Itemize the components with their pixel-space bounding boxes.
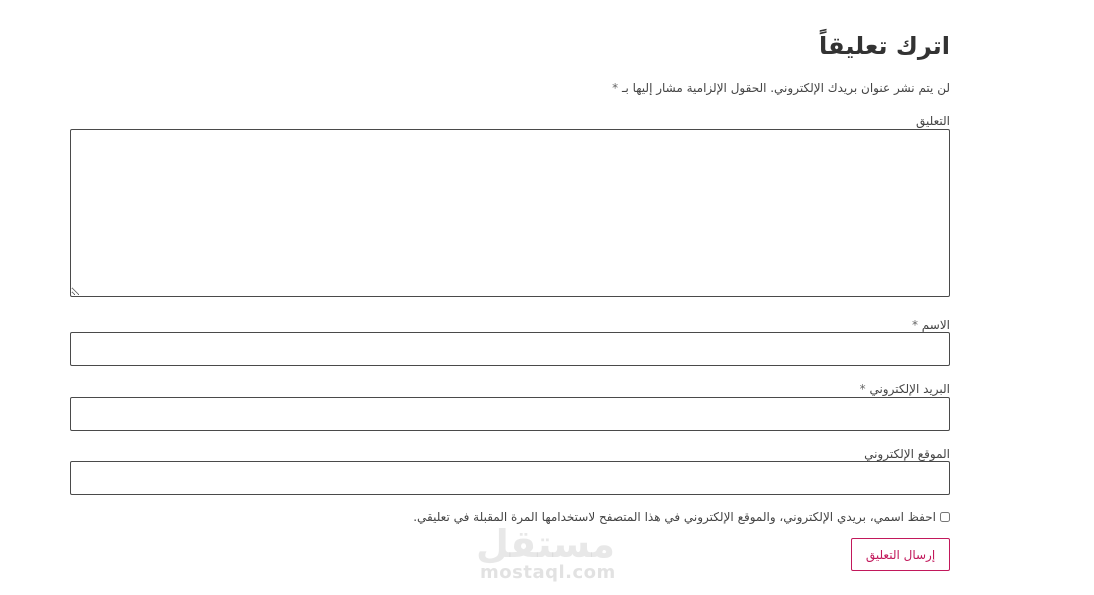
name-label bbox=[912, 318, 950, 332]
required-marker: * bbox=[911, 318, 918, 332]
notes-text: لن يتم نشر عنوان بريدك الإلكتروني. الحقول الإلزامية مشار إليها بـ bbox=[621, 81, 950, 95]
submit-comment-button[interactable]: إرسال التعليق bbox=[851, 538, 950, 571]
email-input[interactable] bbox=[70, 397, 950, 431]
name-label-text: الاسم bbox=[921, 318, 950, 332]
website-input[interactable] bbox=[70, 461, 950, 495]
cookies-consent-label: احفظ اسمي، بريدي الإلكتروني، والموقع الإلكتروني في هذا المتصفح لاستخدامها المرة المقبلة في تعليقي. bbox=[413, 510, 936, 524]
watermark-latin: mostaql.com bbox=[480, 562, 616, 583]
comment-form bbox=[70, 0, 950, 595]
comment-label bbox=[916, 114, 950, 128]
comment-notes bbox=[612, 81, 950, 95]
watermark-arabic: مستقل bbox=[476, 522, 615, 566]
website-label bbox=[864, 447, 950, 461]
comment-label-text: التعليق bbox=[915, 114, 950, 128]
required-marker: * bbox=[859, 382, 866, 396]
email-label-text: البريد الإلكتروني bbox=[869, 382, 950, 396]
cookies-consent-checkbox[interactable] bbox=[940, 512, 950, 522]
name-input[interactable] bbox=[70, 332, 950, 366]
required-marker: * bbox=[612, 81, 619, 95]
comment-textarea[interactable] bbox=[70, 129, 950, 297]
website-label-text: الموقع الإلكتروني bbox=[864, 447, 950, 461]
form-title: اترك تعليقاً bbox=[819, 32, 950, 60]
email-label bbox=[860, 382, 950, 396]
cookies-consent bbox=[413, 510, 950, 524]
